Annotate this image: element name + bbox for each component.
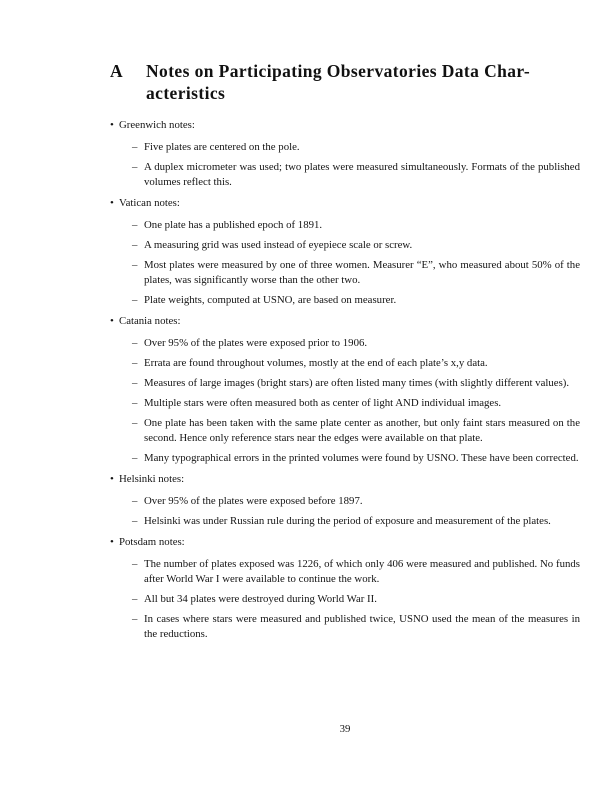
note-item (132, 218, 580, 233)
bullet-icon: • (110, 314, 114, 327)
note-text: Multiple stars were often measured both as center of light AND individual images. (144, 397, 502, 409)
note-item (132, 160, 580, 190)
dash-icon: – (132, 377, 138, 389)
section-title-line: acteristics (146, 83, 226, 103)
observatory-notes-group (110, 196, 580, 308)
group-label-row (110, 535, 580, 550)
bullet-icon: • (110, 196, 114, 209)
note-item (132, 336, 580, 351)
note-items (119, 494, 580, 529)
bullet-icon: • (110, 535, 114, 548)
observatory-notes-group (110, 118, 580, 190)
note-items (119, 557, 580, 642)
note-item (132, 258, 580, 288)
group-label: Potsdam notes: (119, 536, 185, 548)
note-text: All but 34 plates were destroyed during World War II. (144, 593, 377, 605)
dash-icon: – (132, 357, 138, 369)
note-item (132, 494, 580, 509)
group-label-row (110, 472, 580, 487)
note-item (132, 514, 580, 529)
dash-icon: – (132, 417, 138, 429)
dash-icon: – (132, 141, 138, 153)
section-heading (110, 60, 580, 104)
dash-icon: – (132, 161, 138, 173)
bullet-icon: • (110, 472, 114, 485)
note-text: Over 95% of the plates were exposed before 1897. (144, 495, 363, 507)
note-text: Plate weights, computed at USNO, are based on measurer. (144, 294, 397, 306)
note-items (119, 336, 580, 466)
note-item (132, 140, 580, 155)
note-text: Measures of large images (bright stars) are often listed many times (with slightly different values). (144, 377, 570, 389)
dash-icon: – (132, 495, 138, 507)
observatory-notes-group (110, 472, 580, 529)
dash-icon: – (132, 515, 138, 527)
note-item (132, 557, 580, 587)
note-item (132, 451, 580, 466)
note-item (132, 376, 580, 391)
note-text: In cases where stars were measured and published twice, USNO used the mean of the measures in the reductions. (144, 613, 580, 640)
dash-icon: – (132, 613, 138, 625)
note-items (119, 218, 580, 308)
group-label: Helsinki notes: (119, 473, 185, 485)
note-text: Five plates are centered on the pole. (144, 141, 300, 153)
section-title (146, 61, 530, 103)
group-label-row (110, 314, 580, 329)
note-text: A duplex micrometer was used; two plates were measured simultaneously. Formats of the published volumes reflect this. (144, 161, 580, 188)
note-item (132, 396, 580, 411)
dash-icon: – (132, 452, 138, 464)
note-text: Over 95% of the plates were exposed prior to 1906. (144, 337, 368, 349)
observatory-notes-group (110, 314, 580, 466)
dash-icon: – (132, 259, 138, 271)
dash-icon: – (132, 219, 138, 231)
section-number: A (110, 61, 124, 81)
note-item (132, 238, 580, 253)
section-title-line: Notes on Participating Observatories Data Char- (146, 61, 531, 81)
note-text: Helsinki was under Russian rule during the period of exposure and measurement of the plates. (144, 515, 551, 527)
dash-icon: – (132, 239, 138, 251)
group-label: Greenwich notes: (119, 119, 195, 131)
note-item (132, 293, 580, 308)
dash-icon: – (132, 397, 138, 409)
note-item (132, 356, 580, 371)
note-item (132, 592, 580, 607)
note-items (119, 140, 580, 190)
group-label: Catania notes: (119, 315, 181, 327)
note-text: Many typographical errors in the printed volumes were found by USNO. These have been corrected. (144, 452, 579, 464)
dash-icon: – (132, 558, 138, 570)
note-text: One plate has a published epoch of 1891. (144, 219, 323, 231)
note-text: A measuring grid was used instead of eyepiece scale or screw. (144, 239, 413, 251)
dash-icon: – (132, 337, 138, 349)
bullet-icon: • (110, 118, 114, 131)
note-text: One plate has been taken with the same plate center as another, but only faint stars measured on the second. Hence only reference stars near the edges were available on that plate. (144, 417, 580, 444)
dash-icon: – (132, 593, 138, 605)
observatory-notes-group (110, 535, 580, 642)
page-number: 39 (339, 723, 351, 735)
group-label-row (110, 118, 580, 133)
note-text: The number of plates exposed was 1226, of which only 406 were measured and published. No funds after World War I were available to continue the work. (144, 558, 580, 585)
note-text: Most plates were measured by one of three women. Measurer “E”, who measured about 50% of the plates, was significantly worse than the other two. (144, 259, 580, 286)
group-label-row (110, 196, 580, 211)
group-label: Vatican notes: (119, 197, 180, 209)
note-item (132, 416, 580, 446)
note-item (132, 612, 580, 642)
observatory-notes-list (110, 118, 580, 642)
dash-icon: – (132, 294, 138, 306)
note-text: Errata are found throughout volumes, mostly at the end of each plate’s x,y data. (144, 357, 488, 369)
